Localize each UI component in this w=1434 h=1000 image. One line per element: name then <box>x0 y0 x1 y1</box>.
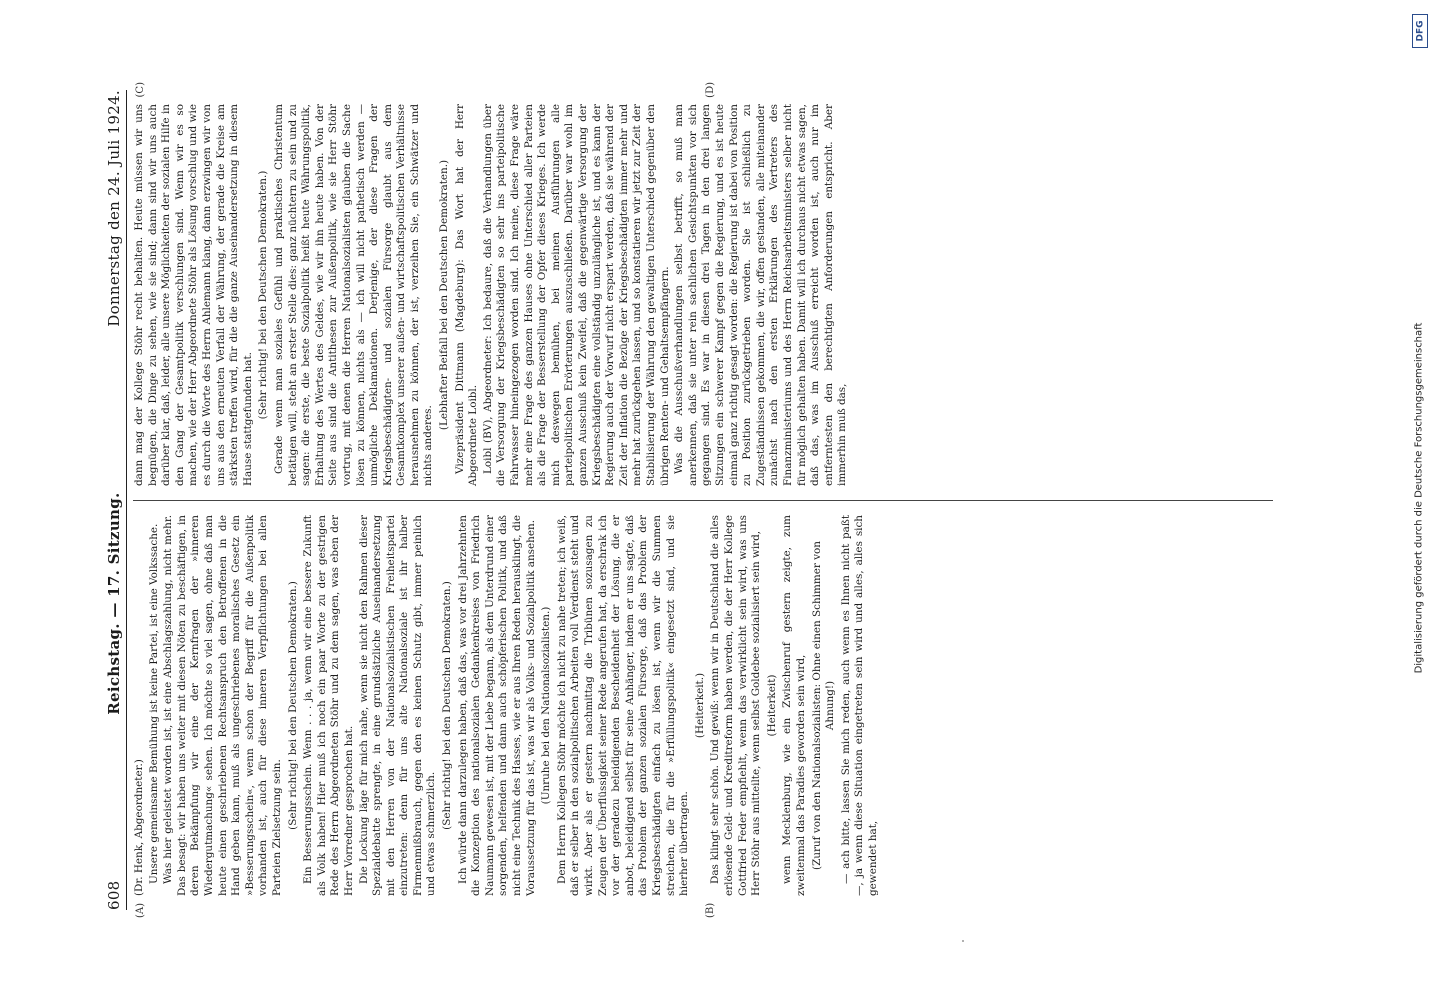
interjection: (Unruhe bei den Nationalsozialisten.) <box>540 606 553 805</box>
paragraph: Was hier geleistet worden ist, ist eine Abschlagszahlung, nicht mehr. Das besagt: wir haben uns weiter mit diesen Nöten zu beschäftigen, in deren Bekämpfung wir eine der Kernfragen der »inneren Wiedergutmachung« sehen. Ich möchte so viel sagen, ohne daß man heute einen geschriebenen Rechtsanspruch den Betroffenen in die Hand geben kann, muß als ungeschriebenes moralisches Gesetz ein »Besserungsschein«, wenn schon der Begriff für die Außenpolitik vorhanden ist, auch für diese inneren Verpflichtungen bei allen Parteien Zielsetzung sein. <box>162 515 283 896</box>
scan-speck <box>962 940 964 942</box>
interjection: (Lebhafter Beifall bei den Deutschen Demokraten.) <box>438 159 451 431</box>
paragraph: dann mag der Kollege Stöhr recht behalten. Heute müssen wir uns begnügen, die Dinge zu sehen, wie sie sind; dann sind wir uns auch darüber klar, daß, leider, alle unsere Möglichkeiten der sozialen Hilfe in den Gang der Gesamtpolitik verschlungen sind. Wenn wir es so machen, wie der Herr Abgeordnete Stöhr als Lösung vorschlug und wie es durch die Worte des Herrn Ahlemann klang, dann erzwingen wir von uns aus den erneuten Verfall der Währung, der gerade die Kreise am stärksten treffen wird, für die die ganze Auseinandersetzung in diesem Hause stattgefunden hat. <box>133 104 254 486</box>
rotated-page-content <box>97 80 1337 920</box>
paragraph: Die Lockung läge für mich nahe, wenn sie nicht den Rahmen dieser Spezialdebatte sprengte, in eine grundsätzliche Auseinandersetzung mit den Herren von der Nationalsozialistischen Freiheitspartei einzutreten: denn für uns alte Nationalsoziale ist ihr halber Firmenmißbrauch, gegen den es keinen Schutz gibt, immer peinlich und etwas schmerzlich. <box>357 515 438 896</box>
margin-letter-d: (D) <box>705 82 716 98</box>
paragraph: Was die Ausschußverhandlungen selbst betrifft, so muß man anerkennen, daß sie unter rein sachlichen Gesichtspunkten vor sich gegangen sind. Es war in diesen drei Tagen in den drei langen Sitzungen ein schwerer Kampf gegen die Regierung, und es ist heute einmal ganz richtig gesagt worden: die Regierung ist dabei von Position zu Position zurückgetrieben worden. Sie ist schließlich zu Zugeständnissen gekommen, die wir, offen gestanden, alle miteinander zunächst nach den ersten Erklärungen des Vertreters des Finanzministeriums und des Herrn Reichsarbeitsministers selber nicht für möglich gehalten haben. Damit will ich durchaus nicht etwas sagen, daß das, was im Ausschuß erreicht worden ist, auch nur im entferntesten den berechtigten Anforderungen entspricht. Aber immerhin muß das, <box>673 104 849 486</box>
paragraph: wenn Mecklenburg, wie ein Zwischenruf gestern zeigte, zum zweitenmal das Paradies geworden sein wird, <box>781 515 807 896</box>
interjection: (Sehr richtig! bei den Deutschen Demokraten.) <box>286 581 299 830</box>
paragraph: Vizepräsident Dittmann (Magdeburg): Das Wort hat der Herr Abgeordnete Loibl. <box>453 104 480 486</box>
text-columns <box>133 82 1273 918</box>
paragraph: Dem Herrn Kollegen Stöhr möchte ich nicht zu nahe treten; ich weiß, daß er selber in den sozialpolitischen Arbeiten voll Verdienst steht und wirkt. Aber als er gestern nachmittag die Tribünen sozusagen zu Zeugen der Überflüssigkeit seiner Rede angerufen hat, da erschrak ich vor der geradezu beleidigenden Bescheidenheit der Lösung, die er anbot, beleidigend selbst für seine Anhänger, indem er uns sagte, daß das Problem der ganzen sozialen Fürsorge, daß das Problem der Kriegsbeschädigten einfach zu lösen ist, wenn wir die Summen streichen, die für die »Erfüllungspolitik« eingesetzt sind, und sie hierher übertragen. <box>555 515 691 896</box>
interjection: (Sehr richtig! bei den Deutschen Demokraten.) <box>257 170 270 420</box>
digitization-sidebar <box>1406 8 1432 988</box>
right-column <box>133 90 1273 500</box>
margin-letter-a: (A) <box>135 902 146 918</box>
running-head <box>105 90 127 910</box>
interjection: (Sehr richtig! bei den Deutschen Demokraten.) <box>441 581 454 830</box>
paragraph: Unsere gemeinsame Bemühung ist keine Partei, ist eine Volkssache. <box>147 523 160 884</box>
interjection: (Heiterkeit) <box>765 674 778 737</box>
dfg-logo: DFG <box>1412 14 1428 48</box>
paragraph: Ich würde dann darzulegen haben, daß das, was vor drei Jahrzehnten die Konzeption des nationalsozialen Gedankenkreises von Friedrich Naumann gewesen ist, mit der Liebe begann, als dem Unterdrund einer sorgenden, helfenden und dann auch schöpferischen Politik, und daß nicht eine Technik des Hasses, wie er aus Ihren Reden herausklingt, die Voraussetzung für das ist, was wir als Volks- und Sozialpolitik ansehen. <box>456 515 537 896</box>
session-date: Donnerstag den 24. Juli 1924. <box>105 90 123 327</box>
margin-letter-c: (C) <box>135 82 146 98</box>
speaker-line: (Dr. Henk, Abgeordneter.) <box>133 759 145 896</box>
session-title: Reichstag. — 17. Sitzung. <box>105 492 123 715</box>
margin-letter-b: (B) <box>705 902 716 918</box>
paragraph: Ein Besserungsschein. Wenn . . . ja, wenn wir eine bessere Zukunft als Volk haben! Hier muß ich noch ein paar Worte zu der gestrigen Rede des Herrn Abgeordneten Stöhr und zu dem sagen, was eben der Herr Vorredner gesprochen hat. <box>302 515 355 896</box>
paragraph: Loibl (BV), Abgeordneter: Ich bedaure, daß die Verhandlungen über die Versorgung der Kriegsbeschädigten so sehr ins parteipolitische Fahrwasser hineingezogen worden sind. Ich meine, diese Frage wäre mehr eine Frage des ganzen Hauses ohne Unterschied aller Parteien als die Frage der Besserstellung der Opfer dieses Krieges. Ich werde mich deswegen bemühen, bei meinen Ausführungen alle parteipolitischen Erörterungen auszuschließen. Darüber war wohl im ganzen Ausschuß kein Zweifel, daß die gegenwärtige Versorgung der Kriegsbeschädigten eine vollständig unzulängliche ist, und es kann der Regierung auch der Vorwurf nicht erspart werden, daß sie während der Zeit der Inflation die Bezüge der Kriegsbeschädigten immer mehr und mehr hat zurückgehen lassen, und so konstatieren wir jetzt zur Zeit der Stabilisierung der Währung den gewaltigen Unterschied gegenüber den übrigen Renten- und Gehaltsempfängern. <box>481 104 671 486</box>
left-column <box>133 500 1273 910</box>
page-number: 608 <box>105 880 123 910</box>
paragraph: — ach bitte, lassen Sie mich reden, auch wenn es Ihnen nicht paßt —, ja wenn diese Situation eingetreten sein wird und alles, alles sich gewendet hat, <box>839 515 879 896</box>
digitization-note: Digitalisierung gefördert durch die Deutsche Forschungsgemeinschaft <box>1413 322 1425 674</box>
paragraph: Gerade wenn man soziales Gefühl und praktisches Christentum betätigen will, steht an erster Stelle dies: ganz nüchtern zu sein und zu sagen: die erste, die beste Sozialpolitik heißt heute Währungspolitik, Erhaltung des Wertes des Geldes, wie wir ihn heute haben. Von der Seite aus sind die Antithesen zur Außenpolitik, wie sie Herr Stöhr vortrug, mit denen die Herren Nationalsozialisten glauben die Sache lösen zu können, nichts als — ich will nicht pathetisch werden — unmögliche Deklamationen. Derjenige, der diese Fragen der Kriegsbeschädigten- und sozialen Fürsorge glaubt aus dem Gesamtkomplex unserer außen- und wirtschaftspolitischen Verhältnisse herausnehmen zu können, der ist, verzeihen Sie, ein Schwätzer und nichts anderes. <box>272 104 435 486</box>
paragraph: Das klingt sehr schön. Und gewiß: wenn wir in Deutschland die alles erlösende Geld- und Kreditreform haben werden, die der Herr Kollege Gottfried Feder empfiehlt, wenn das verwirklicht sein wird, was uns Herr Stöhr aus mitteilte, wenn selbst Goldebee sozialisiert sein wird, <box>709 515 763 896</box>
interjection: (Zuruf von den Nationalsozialisten: Ohne einen Schimmer von Ahnung!) <box>810 541 837 870</box>
interjection: (Heiterkeit.) <box>693 672 706 739</box>
